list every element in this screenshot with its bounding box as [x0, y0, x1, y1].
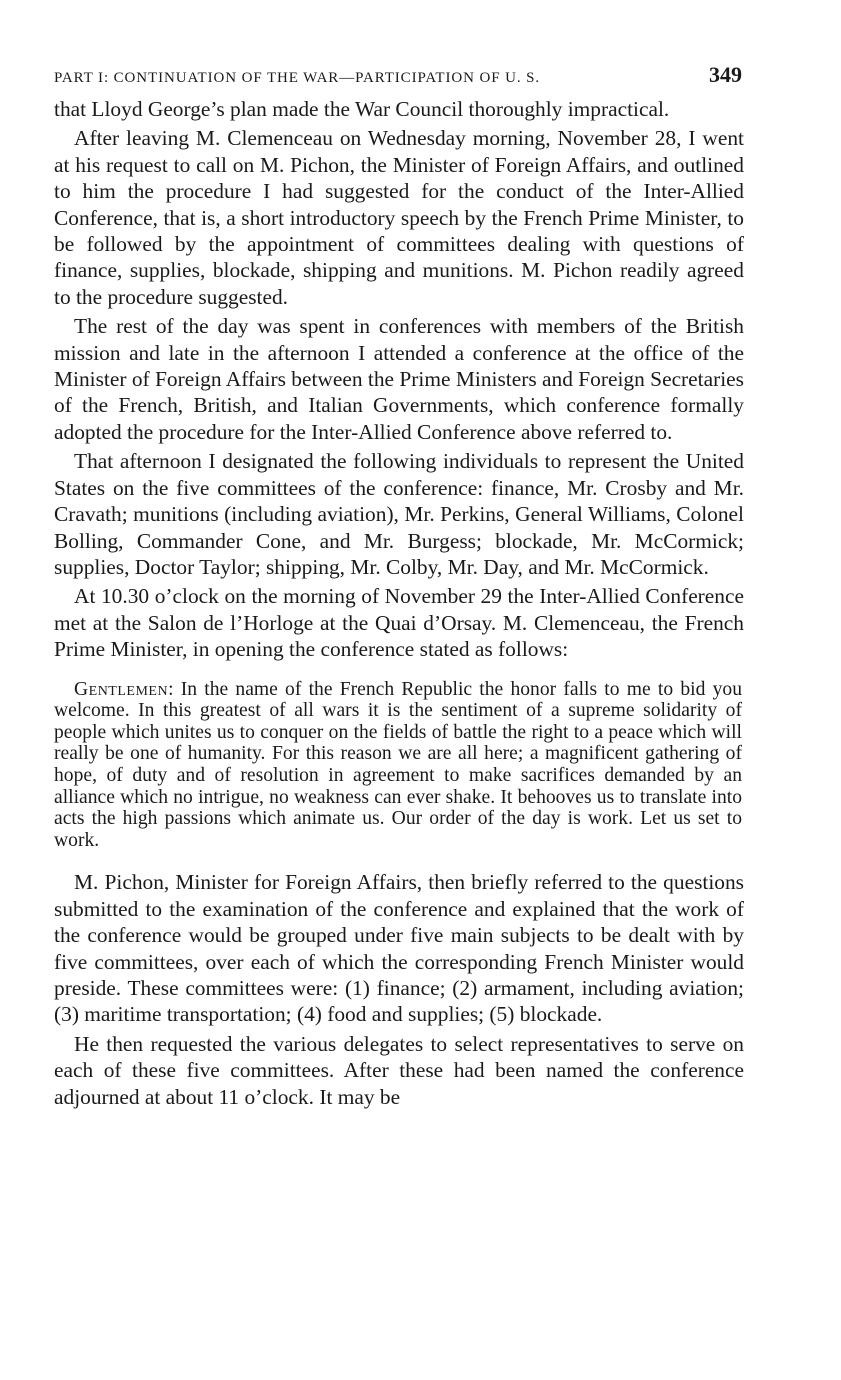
quote-separator: :	[168, 678, 181, 700]
page-number: 349	[709, 62, 742, 87]
document-page	[54, 62, 744, 1113]
quote-salutation: Gentlemen	[74, 678, 169, 700]
paragraph-committee-designations: That afternoon I designated the following individuals to represent the United States on the five committees of the conference: finance, Mr. Crosby and Mr. Cravath; munitions (including aviation), Mr. Perkins, General Williams, Colonel Bolling, Commander Cone, and Mr. Burgess; blockade, Mr. McCormick; supplies, Doctor Taylor; shipping, Mr. Colby, Mr. Day, and Mr. McCormick.	[54, 449, 744, 579]
paragraph-conference-opening: At 10.30 o’clock on the morning of November 29 the Inter-Allied Conference met at the Salon de l’Horloge at the Quai d’Orsay. M. Clemenceau, the French Prime Minister, in opening the conference stated as follows:	[54, 584, 744, 662]
running-title: PART I: CONTINUATION OF THE WAR—PARTICIPATION OF U. S.	[54, 70, 541, 86]
paragraph-pichon-committees: M. Pichon, Minister for Foreign Affairs, then briefly referred to the questions submitted to the examination of the conference and explained that the work of the conference would be grouped under five main subjects to be dealt with by five committees, over each of which the corresponding French Minister would preside. These committees were: (1) finance; (2) armament, including aviation; (3) maritime transportation; (4) food and supplies; (5) blockade.	[54, 870, 744, 1027]
paragraph-british-mission: The rest of the day was spent in conferences with members of the British mission and late in the afternoon I attended a conference at the office of the Minister of Foreign Affairs between the Prime Ministers and Foreign Secretaries of the French, British, and Italian Governments, which conference formally adopted the procedure for the Inter-Allied Conference above referred to.	[54, 314, 744, 444]
running-head	[54, 62, 744, 94]
paragraph-delegates: He then requested the various delegates to select representatives to serve on each of these five committees. After these had been named the conference adjourned at about 11 o’clock. It may be	[54, 1031, 744, 1109]
clemenceau-quote	[54, 679, 742, 852]
paragraph-continued: that Lloyd George’s plan made the War Council thoroughly impractical.	[54, 97, 670, 121]
paragraph-pichon-meeting: After leaving M. Clemenceau on Wednesday morning, November 28, I went at his request to call on M. Pichon, the Minister of Foreign Affairs, and outlined to him the procedure I had suggested for the conduct of the Inter-Allied Conference, that is, a short introductory speech by the French Prime Minister, to be followed by the appointment of committees dealing with questions of finance, supplies, blockade, shipping and munitions. M. Pichon readily agreed to the procedure suggested.	[54, 126, 744, 309]
quote-text: In the name of the French Republic the honor falls to me to bid you welcome. In this greatest of all wars it is the sentiment of a supreme solidarity of people which unites us to conquer on the fields of battle the right to a peace which will really be one of humanity. For this reason we are all here; a magnificent gathering of hope, of duty and of resolution in agreement to make sacrifices demanded by an alliance which no intrigue, no weakness can ever shake. It behooves us to translate into acts the high passions which animate us. Our order of the day is work. Let us set to work.	[54, 678, 742, 851]
